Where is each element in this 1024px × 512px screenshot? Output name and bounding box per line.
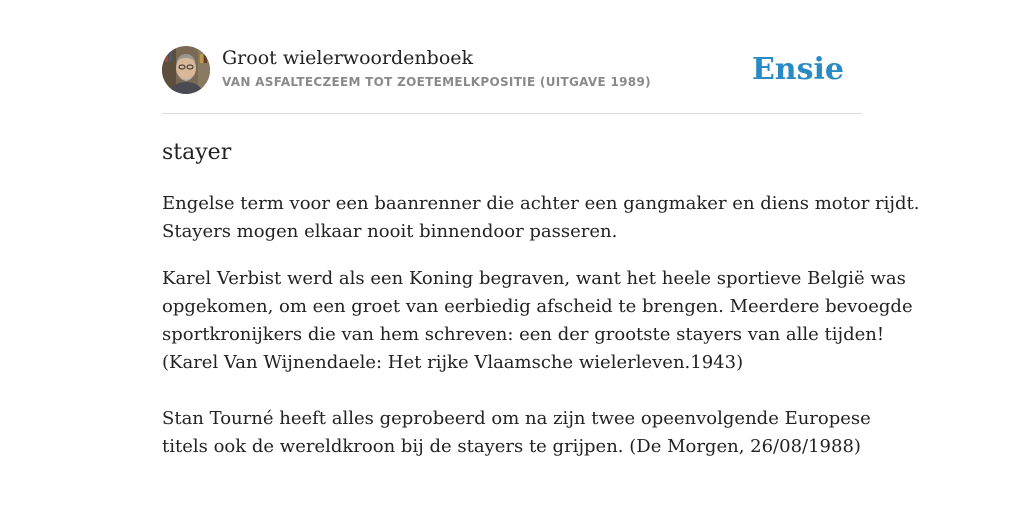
quote-line: Stan Tourné heeft alles geprobeerd om na zijn twee opeenvolgende Europese	[162, 408, 871, 429]
author-portrait-icon	[162, 46, 210, 94]
book-title[interactable]: Groot wielerwoordenboek	[222, 47, 474, 69]
book-subtitle: VAN ASFALTECZEEM TOT ZOETEMELKPOSITIE (UITGAVE 1989)	[222, 75, 651, 89]
entry-definition	[162, 190, 920, 246]
definition-line: Engelse term voor een baanrenner die achter een gangmaker en diens motor rijdt.	[162, 193, 920, 214]
entry-term: stayer	[162, 140, 232, 165]
brand-logo[interactable]: Ensie	[751, 52, 844, 87]
quote-line: titels ook de wereldkroon bij de stayers te grijpen. (De Morgen, 26/08/1988)	[162, 436, 861, 457]
entry-quote-1	[162, 265, 913, 377]
definition-line: Stayers mogen elkaar nooit binnendoor passeren.	[162, 221, 618, 242]
quote-line: (Karel Van Wijnendaele: Het rijke Vlaamsche wielerleven.1943)	[162, 352, 744, 373]
quote-line: Karel Verbist werd als een Koning begraven, want het heele sportieve België was	[162, 268, 906, 289]
entry-content	[162, 190, 920, 461]
author-portrait-svg	[162, 46, 210, 94]
entry-quote-2	[162, 405, 871, 461]
quote-line: sportkronijkers die van hem schreven: een der grootste stayers van alle tijden!	[162, 324, 885, 345]
dictionary-header	[162, 46, 862, 114]
quote-line: opgekomen, om een groet van eerbiedig afscheid te brengen. Meerdere bevoegde	[162, 296, 913, 317]
